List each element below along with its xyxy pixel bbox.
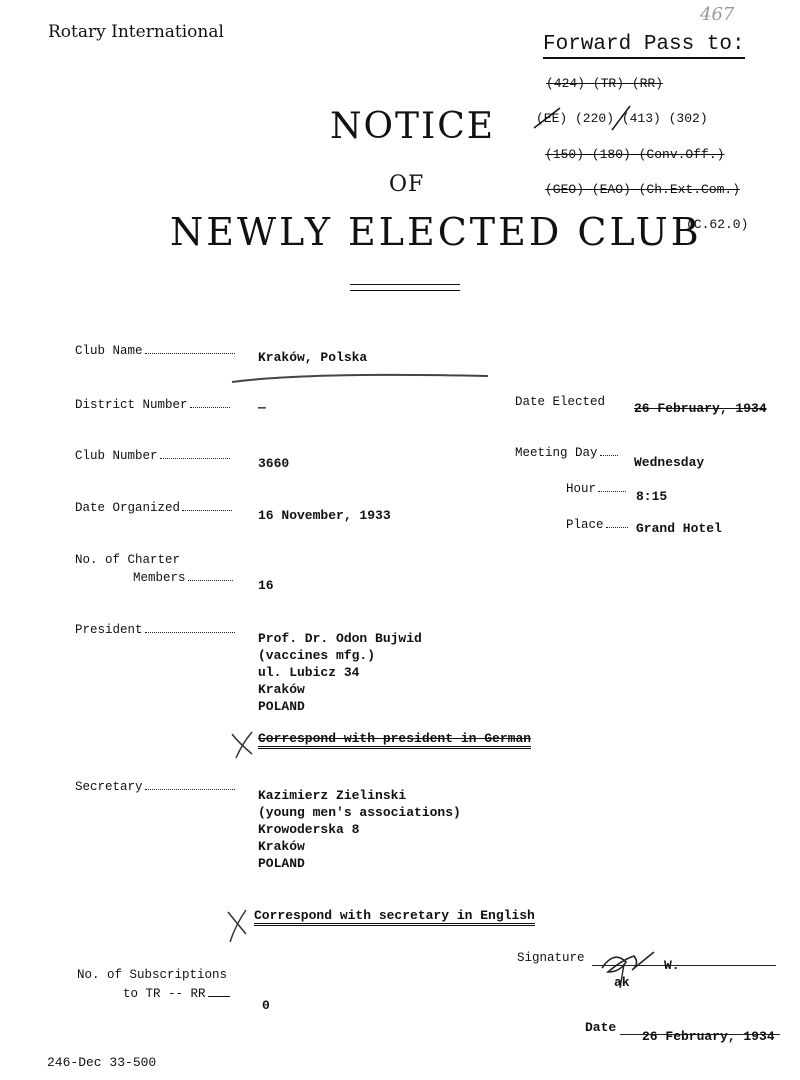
date-value: 26 February, 1934 [642,1029,775,1044]
club-name-label: Club Name [75,344,235,358]
charter-members-value: 16 [258,578,274,593]
president-occupation: (vaccines mfg.) [258,648,376,663]
date-organized-value: 16 November, 1933 [258,508,391,523]
organization-name: Rotary International [48,22,224,42]
club-name-value: Kraków, Polska [258,350,368,365]
secretary-check-mark [224,906,254,944]
secretary-correspond-note: Correspond with secretary in English [254,908,535,926]
president-street: ul. Lubicz 34 [258,665,360,680]
charter-members-label-1: No. of Charter [75,553,181,567]
president-city: Kraków [258,682,305,697]
charter-members-label-2: Members [133,571,233,585]
forward-pass-heading: Forward Pass to: [543,33,745,59]
forward-pass-row-3: (150) (180) (Conv.Off.) [545,147,725,162]
forward-pass-row-4: (GEO) (EAO) (Ch.Ext.Com.) [545,182,741,197]
signature-text: W. [664,958,680,973]
date-label: Date [585,1020,617,1035]
president-name: Prof. Dr. Odon Bujwid [258,631,422,646]
district-number-label: District Number [75,398,230,412]
meeting-day-label: Meeting Day [515,446,618,460]
president-country: POLAND [258,699,305,714]
date-elected-value: 26 February, 1934 [634,401,767,416]
president-check-mark [228,728,258,760]
place-label: Place [566,518,628,532]
secretary-label: Secretary [75,780,235,794]
signature-initials: ak [614,975,630,990]
meeting-day-value: Wednesday [634,455,705,470]
president-correspond-note: Correspond with president in German [258,731,531,749]
president-address [258,630,422,715]
place-value: Grand Hotel [636,521,722,536]
secretary-name: Kazimierz Zielinski [258,788,407,803]
newly-elected-club-title: NEWLY ELECTED CLUB [170,210,702,254]
corner-mark: 467 [700,4,735,25]
subscriptions-label-2: to TR -- RR [123,987,230,1001]
secretary-street: Krowoderska 8 [258,822,360,837]
notice-title: NOTICE [330,106,496,147]
subscriptions-value: 0 [262,998,270,1013]
district-number-value: — [258,400,266,415]
forward-pass-code: (C.62.0) [686,217,749,232]
secretary-address [258,787,461,872]
hour-label: Hour [566,482,626,496]
subscriptions-label-1: No. of Subscriptions [77,968,228,982]
club-name-underline [228,370,498,386]
hour-value: 8:15 [636,489,668,504]
date-organized-label: Date Organized [75,501,232,515]
title-double-rule [350,284,460,291]
secretary-occupation: (young men's associations) [258,805,461,820]
club-number-value: 3660 [258,456,290,471]
signature-label: Signature [517,951,585,965]
date-elected-label: Date Elected [515,395,606,409]
strike-marks [530,100,650,140]
secretary-country: POLAND [258,856,305,871]
president-label: President [75,623,235,637]
notice-of: OF [389,172,425,197]
forward-pass-row-2: (EE) (220) (413) (302) [536,111,708,126]
secretary-city: Kraków [258,839,305,854]
forward-pass-row-1: (424) (TR) (RR) [546,76,664,91]
form-code: 246-Dec 33-500 [47,1055,157,1070]
club-number-label: Club Number [75,449,230,463]
